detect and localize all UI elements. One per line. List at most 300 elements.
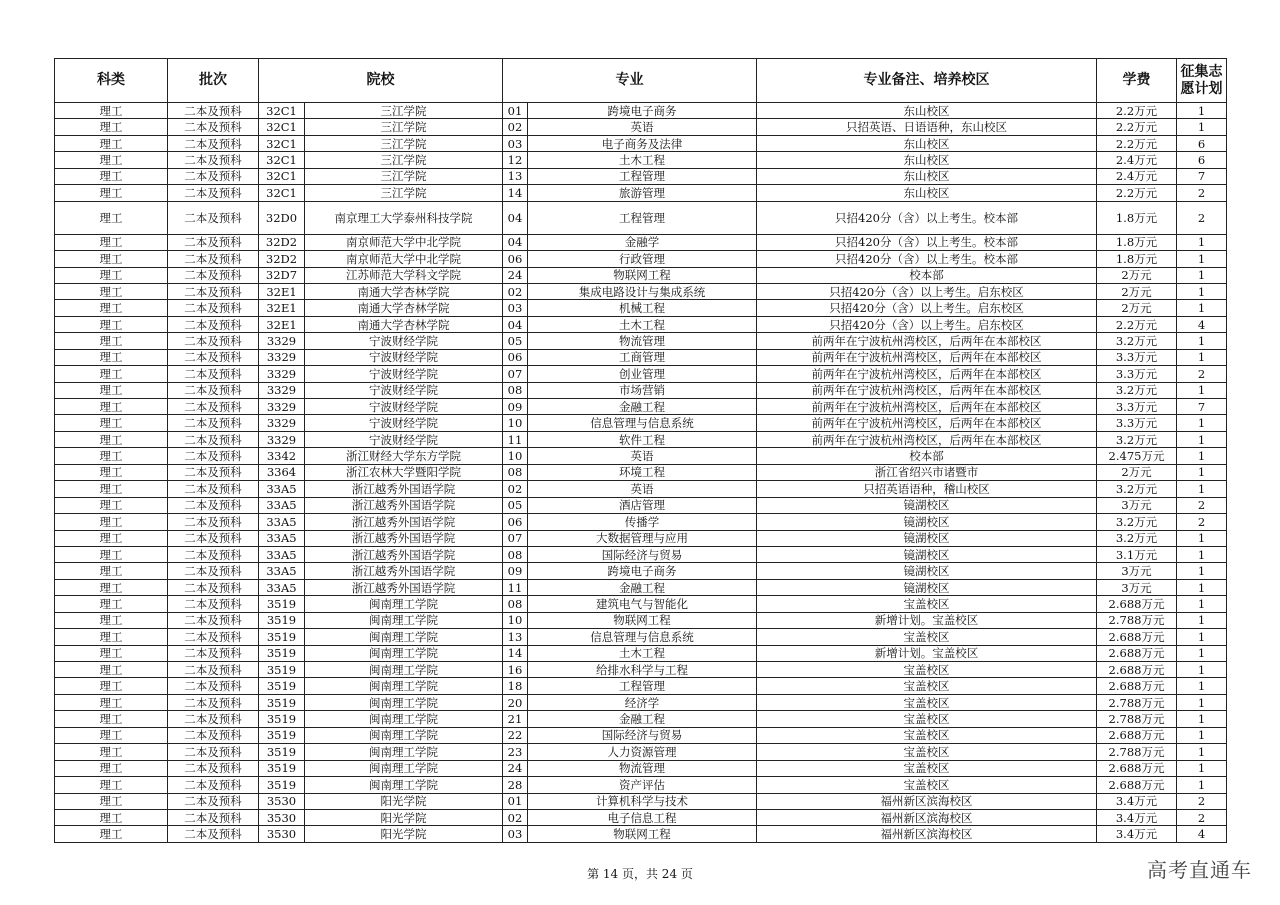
cell-plan: 1 (1177, 530, 1227, 546)
cell-plan: 7 (1177, 399, 1227, 415)
table-row (55, 546, 1227, 562)
cell-major-code: 07 (503, 366, 528, 382)
cell-fee: 2.2万元 (1097, 103, 1177, 119)
cell-note: 镜湖校区 (757, 497, 1097, 513)
cell-batch: 二本及预科 (168, 662, 259, 678)
cell-school-code: 3329 (259, 349, 305, 365)
cell-school-code: 33A5 (259, 530, 305, 546)
cell-plan: 4 (1177, 316, 1227, 332)
cell-major-code: 11 (503, 579, 528, 595)
cell-plan: 1 (1177, 349, 1227, 365)
cell-batch: 二本及预科 (168, 760, 259, 776)
cell-school-code: 33A5 (259, 563, 305, 579)
cell-major-name: 工程管理 (528, 201, 757, 234)
cell-school-name: 南京师范大学中北学院 (305, 251, 503, 267)
cell-major-name: 物联网工程 (528, 612, 757, 628)
table-row (55, 727, 1227, 743)
cell-major-code: 01 (503, 793, 528, 809)
table-row (55, 103, 1227, 119)
cell-major-code: 14 (503, 645, 528, 661)
table-row (55, 629, 1227, 645)
cell-major-code: 13 (503, 168, 528, 184)
cell-note: 只招420分（含）以上考生。校本部 (757, 201, 1097, 234)
cell-school-code: 32D0 (259, 201, 305, 234)
cell-batch: 二本及预科 (168, 152, 259, 168)
cell-note: 福州新区滨海校区 (757, 809, 1097, 825)
cell-major-name: 英语 (528, 119, 757, 135)
cell-category: 理工 (55, 431, 168, 447)
cell-category: 理工 (55, 546, 168, 562)
cell-fee: 3.4万元 (1097, 793, 1177, 809)
table-row (55, 382, 1227, 398)
cell-category: 理工 (55, 201, 168, 234)
cell-note: 前两年在宁波杭州湾校区，后两年在本部校区 (757, 382, 1097, 398)
header-row (55, 59, 1227, 103)
table-row (55, 316, 1227, 332)
cell-fee: 2.2万元 (1097, 119, 1177, 135)
cell-major-name: 金融工程 (528, 579, 757, 595)
cell-category: 理工 (55, 826, 168, 842)
cell-fee: 2.688万元 (1097, 645, 1177, 661)
cell-school-code: 3329 (259, 431, 305, 447)
cell-school-code: 3329 (259, 415, 305, 431)
cell-category: 理工 (55, 267, 168, 283)
cell-major-name: 电子商务及法律 (528, 135, 757, 151)
cell-category: 理工 (55, 514, 168, 530)
cell-fee: 3.2万元 (1097, 481, 1177, 497)
cell-major-name: 工程管理 (528, 168, 757, 184)
cell-batch: 二本及预科 (168, 711, 259, 727)
cell-note: 东山校区 (757, 168, 1097, 184)
cell-batch: 二本及预科 (168, 300, 259, 316)
cell-school-name: 南通大学杏林学院 (305, 316, 503, 332)
cell-school-name: 南京理工大学泰州科技学院 (305, 201, 503, 234)
table-row (55, 744, 1227, 760)
cell-batch: 二本及预科 (168, 546, 259, 562)
cell-major-code: 21 (503, 711, 528, 727)
cell-batch: 二本及预科 (168, 119, 259, 135)
cell-plan: 1 (1177, 431, 1227, 447)
cell-category: 理工 (55, 448, 168, 464)
cell-major-code: 09 (503, 399, 528, 415)
table-row (55, 662, 1227, 678)
cell-note: 只招420分（含）以上考生。校本部 (757, 251, 1097, 267)
cell-school-code: 3519 (259, 645, 305, 661)
cell-school-name: 阳光学院 (305, 809, 503, 825)
cell-batch: 二本及预科 (168, 366, 259, 382)
cell-school-name: 宁波财经学院 (305, 366, 503, 382)
table-row (55, 168, 1227, 184)
cell-batch: 二本及预科 (168, 809, 259, 825)
cell-batch: 二本及预科 (168, 399, 259, 415)
cell-school-code: 32C1 (259, 103, 305, 119)
cell-school-name: 闽南理工学院 (305, 777, 503, 793)
cell-major-code: 24 (503, 760, 528, 776)
cell-note: 只招420分（含）以上考生。校本部 (757, 234, 1097, 250)
cell-plan: 1 (1177, 727, 1227, 743)
cell-major-code: 06 (503, 514, 528, 530)
cell-fee: 2.688万元 (1097, 760, 1177, 776)
cell-school-code: 32E1 (259, 283, 305, 299)
cell-major-name: 旅游管理 (528, 185, 757, 201)
table-row (55, 464, 1227, 480)
cell-category: 理工 (55, 382, 168, 398)
cell-note: 只招英语、日语语种，东山校区 (757, 119, 1097, 135)
table-row (55, 366, 1227, 382)
cell-school-code: 32C1 (259, 168, 305, 184)
header-major: 专业 (503, 59, 757, 103)
cell-school-name: 宁波财经学院 (305, 431, 503, 447)
cell-category: 理工 (55, 760, 168, 776)
cell-category: 理工 (55, 793, 168, 809)
cell-note: 镜湖校区 (757, 514, 1097, 530)
cell-fee: 1.8万元 (1097, 234, 1177, 250)
cell-plan: 1 (1177, 579, 1227, 595)
table-row (55, 251, 1227, 267)
cell-school-code: 3530 (259, 826, 305, 842)
cell-batch: 二本及预科 (168, 678, 259, 694)
cell-batch: 二本及预科 (168, 333, 259, 349)
cell-major-name: 市场营销 (528, 382, 757, 398)
cell-major-name: 国际经济与贸易 (528, 727, 757, 743)
cell-major-code: 08 (503, 464, 528, 480)
cell-note: 前两年在宁波杭州湾校区，后两年在本部校区 (757, 333, 1097, 349)
table-row (55, 267, 1227, 283)
cell-note: 只招420分（含）以上考生。启东校区 (757, 300, 1097, 316)
cell-plan: 1 (1177, 283, 1227, 299)
cell-category: 理工 (55, 809, 168, 825)
cell-batch: 二本及预科 (168, 464, 259, 480)
cell-category: 理工 (55, 530, 168, 546)
cell-category: 理工 (55, 103, 168, 119)
cell-school-name: 闽南理工学院 (305, 596, 503, 612)
cell-major-name: 资产评估 (528, 777, 757, 793)
cell-batch: 二本及预科 (168, 234, 259, 250)
cell-school-name: 浙江越秀外国语学院 (305, 514, 503, 530)
cell-batch: 二本及预科 (168, 744, 259, 760)
cell-fee: 2万元 (1097, 300, 1177, 316)
cell-school-code: 3519 (259, 612, 305, 628)
cell-batch: 二本及预科 (168, 579, 259, 595)
cell-school-name: 宁波财经学院 (305, 333, 503, 349)
table-row (55, 283, 1227, 299)
cell-category: 理工 (55, 366, 168, 382)
cell-school-name: 浙江越秀外国语学院 (305, 579, 503, 595)
cell-major-name: 物联网工程 (528, 267, 757, 283)
cell-major-name: 土木工程 (528, 316, 757, 332)
cell-plan: 6 (1177, 152, 1227, 168)
table-row (55, 333, 1227, 349)
cell-major-code: 02 (503, 809, 528, 825)
cell-school-code: 3519 (259, 711, 305, 727)
cell-major-code: 16 (503, 662, 528, 678)
table-row (55, 694, 1227, 710)
cell-plan: 4 (1177, 826, 1227, 842)
cell-school-code: 33A5 (259, 514, 305, 530)
cell-major-name: 人力资源管理 (528, 744, 757, 760)
cell-category: 理工 (55, 694, 168, 710)
cell-school-name: 浙江越秀外国语学院 (305, 497, 503, 513)
cell-major-code: 22 (503, 727, 528, 743)
cell-major-name: 行政管理 (528, 251, 757, 267)
cell-fee: 2.688万元 (1097, 777, 1177, 793)
cell-batch: 二本及预科 (168, 431, 259, 447)
table-row (55, 645, 1227, 661)
cell-plan: 1 (1177, 612, 1227, 628)
table-body (55, 103, 1227, 843)
cell-major-code: 01 (503, 103, 528, 119)
cell-major-code: 02 (503, 481, 528, 497)
header-note: 专业备注、培养校区 (757, 59, 1097, 103)
cell-fee: 2万元 (1097, 464, 1177, 480)
cell-school-code: 33A5 (259, 546, 305, 562)
cell-note: 镜湖校区 (757, 579, 1097, 595)
cell-school-code: 3519 (259, 744, 305, 760)
cell-major-code: 03 (503, 135, 528, 151)
cell-school-name: 浙江农林大学暨阳学院 (305, 464, 503, 480)
cell-fee: 2.2万元 (1097, 135, 1177, 151)
cell-fee: 2.788万元 (1097, 711, 1177, 727)
cell-category: 理工 (55, 135, 168, 151)
cell-plan: 1 (1177, 448, 1227, 464)
cell-major-name: 跨境电子商务 (528, 103, 757, 119)
cell-category: 理工 (55, 481, 168, 497)
cell-fee: 2.475万元 (1097, 448, 1177, 464)
cell-school-code: 3519 (259, 727, 305, 743)
cell-batch: 二本及预科 (168, 612, 259, 628)
cell-note: 校本部 (757, 448, 1097, 464)
cell-note: 新增计划。宝盖校区 (757, 612, 1097, 628)
cell-batch: 二本及预科 (168, 382, 259, 398)
cell-school-name: 浙江越秀外国语学院 (305, 546, 503, 562)
cell-major-code: 10 (503, 448, 528, 464)
cell-fee: 2.688万元 (1097, 678, 1177, 694)
cell-school-code: 3519 (259, 596, 305, 612)
cell-category: 理工 (55, 234, 168, 250)
cell-school-code: 3530 (259, 809, 305, 825)
cell-plan: 1 (1177, 267, 1227, 283)
cell-category: 理工 (55, 727, 168, 743)
cell-fee: 3.4万元 (1097, 826, 1177, 842)
cell-category: 理工 (55, 777, 168, 793)
cell-category: 理工 (55, 119, 168, 135)
cell-plan: 1 (1177, 694, 1227, 710)
cell-school-code: 32C1 (259, 152, 305, 168)
cell-major-name: 土木工程 (528, 152, 757, 168)
cell-plan: 1 (1177, 678, 1227, 694)
cell-fee: 2.688万元 (1097, 596, 1177, 612)
cell-school-code: 3364 (259, 464, 305, 480)
enrollment-plan-table (54, 58, 1227, 843)
cell-batch: 二本及预科 (168, 777, 259, 793)
cell-note: 浙江省绍兴市诸暨市 (757, 464, 1097, 480)
cell-batch: 二本及预科 (168, 267, 259, 283)
table-row (55, 530, 1227, 546)
cell-major-code: 08 (503, 382, 528, 398)
cell-category: 理工 (55, 168, 168, 184)
cell-major-code: 05 (503, 497, 528, 513)
cell-batch: 二本及预科 (168, 497, 259, 513)
cell-school-name: 宁波财经学院 (305, 399, 503, 415)
cell-major-code: 08 (503, 546, 528, 562)
cell-fee: 3.3万元 (1097, 349, 1177, 365)
cell-note: 宝盖校区 (757, 777, 1097, 793)
cell-fee: 3.1万元 (1097, 546, 1177, 562)
cell-school-code: 3519 (259, 662, 305, 678)
cell-major-code: 04 (503, 316, 528, 332)
cell-major-name: 软件工程 (528, 431, 757, 447)
cell-major-name: 信息管理与信息系统 (528, 415, 757, 431)
cell-note: 宝盖校区 (757, 629, 1097, 645)
cell-category: 理工 (55, 497, 168, 513)
cell-category: 理工 (55, 333, 168, 349)
table-row (55, 431, 1227, 447)
cell-major-code: 18 (503, 678, 528, 694)
cell-plan: 2 (1177, 497, 1227, 513)
cell-note: 镜湖校区 (757, 563, 1097, 579)
cell-school-code: 3329 (259, 399, 305, 415)
cell-major-code: 10 (503, 415, 528, 431)
cell-plan: 1 (1177, 662, 1227, 678)
cell-school-code: 3530 (259, 793, 305, 809)
cell-note: 东山校区 (757, 152, 1097, 168)
cell-major-name: 电子信息工程 (528, 809, 757, 825)
cell-major-name: 工商管理 (528, 349, 757, 365)
cell-school-code: 32C1 (259, 135, 305, 151)
cell-school-code: 3519 (259, 629, 305, 645)
cell-school-code: 32D2 (259, 251, 305, 267)
cell-major-name: 给排水科学与工程 (528, 662, 757, 678)
cell-major-name: 物流管理 (528, 333, 757, 349)
cell-school-code: 3329 (259, 333, 305, 349)
cell-batch: 二本及预科 (168, 793, 259, 809)
cell-fee: 3.2万元 (1097, 431, 1177, 447)
cell-fee: 3.3万元 (1097, 366, 1177, 382)
cell-school-name: 浙江越秀外国语学院 (305, 481, 503, 497)
cell-school-name: 三江学院 (305, 168, 503, 184)
cell-batch: 二本及预科 (168, 727, 259, 743)
cell-major-code: 03 (503, 300, 528, 316)
cell-note: 新增计划。宝盖校区 (757, 645, 1097, 661)
cell-category: 理工 (55, 629, 168, 645)
table-row (55, 234, 1227, 250)
cell-batch: 二本及预科 (168, 514, 259, 530)
cell-category: 理工 (55, 152, 168, 168)
cell-note: 镜湖校区 (757, 530, 1097, 546)
header-batch: 批次 (168, 59, 259, 103)
cell-plan: 1 (1177, 119, 1227, 135)
cell-major-code: 13 (503, 629, 528, 645)
cell-school-name: 阳光学院 (305, 793, 503, 809)
cell-fee: 2.2万元 (1097, 185, 1177, 201)
cell-major-name: 物流管理 (528, 760, 757, 776)
cell-batch: 二本及预科 (168, 629, 259, 645)
cell-plan: 6 (1177, 135, 1227, 151)
cell-note: 宝盖校区 (757, 694, 1097, 710)
cell-category: 理工 (55, 563, 168, 579)
cell-plan: 1 (1177, 382, 1227, 398)
cell-category: 理工 (55, 678, 168, 694)
cell-major-name: 建筑电气与智能化 (528, 596, 757, 612)
table-row (55, 809, 1227, 825)
cell-fee: 2.788万元 (1097, 744, 1177, 760)
cell-note: 宝盖校区 (757, 596, 1097, 612)
cell-major-code: 05 (503, 333, 528, 349)
cell-note: 只招420分（含）以上考生。启东校区 (757, 316, 1097, 332)
cell-batch: 二本及预科 (168, 826, 259, 842)
cell-plan: 1 (1177, 251, 1227, 267)
cell-note: 前两年在宁波杭州湾校区，后两年在本部校区 (757, 349, 1097, 365)
cell-major-code: 12 (503, 152, 528, 168)
table-row (55, 760, 1227, 776)
cell-fee: 3.3万元 (1097, 399, 1177, 415)
cell-major-name: 集成电路设计与集成系统 (528, 283, 757, 299)
cell-major-code: 11 (503, 431, 528, 447)
cell-school-code: 32E1 (259, 316, 305, 332)
cell-fee: 3万元 (1097, 563, 1177, 579)
cell-plan: 1 (1177, 103, 1227, 119)
cell-batch: 二本及预科 (168, 201, 259, 234)
table-row (55, 201, 1227, 234)
table-row (55, 777, 1227, 793)
cell-fee: 3.3万元 (1097, 415, 1177, 431)
cell-major-name: 信息管理与信息系统 (528, 629, 757, 645)
table-row (55, 612, 1227, 628)
cell-school-name: 闽南理工学院 (305, 744, 503, 760)
cell-major-code: 14 (503, 185, 528, 201)
cell-note: 宝盖校区 (757, 727, 1097, 743)
cell-note: 只招英语语种，稽山校区 (757, 481, 1097, 497)
cell-note: 福州新区滨海校区 (757, 793, 1097, 809)
table-row (55, 481, 1227, 497)
cell-note: 前两年在宁波杭州湾校区，后两年在本部校区 (757, 415, 1097, 431)
cell-school-name: 宁波财经学院 (305, 382, 503, 398)
cell-category: 理工 (55, 316, 168, 332)
cell-batch: 二本及预科 (168, 415, 259, 431)
cell-plan: 2 (1177, 185, 1227, 201)
cell-category: 理工 (55, 185, 168, 201)
cell-major-name: 金融工程 (528, 711, 757, 727)
cell-school-code: 33A5 (259, 579, 305, 595)
cell-major-code: 23 (503, 744, 528, 760)
cell-school-code: 33A5 (259, 481, 305, 497)
cell-major-name: 计算机科学与技术 (528, 793, 757, 809)
cell-school-name: 三江学院 (305, 135, 503, 151)
cell-fee: 1.8万元 (1097, 251, 1177, 267)
cell-category: 理工 (55, 464, 168, 480)
header-school: 院校 (259, 59, 503, 103)
cell-batch: 二本及预科 (168, 448, 259, 464)
cell-note: 宝盖校区 (757, 662, 1097, 678)
cell-batch: 二本及预科 (168, 349, 259, 365)
cell-note: 宝盖校区 (757, 744, 1097, 760)
cell-major-code: 09 (503, 563, 528, 579)
cell-school-code: 32E1 (259, 300, 305, 316)
cell-school-code: 33A5 (259, 497, 305, 513)
cell-fee: 2.788万元 (1097, 694, 1177, 710)
cell-fee: 2万元 (1097, 283, 1177, 299)
cell-fee: 2.2万元 (1097, 316, 1177, 332)
cell-plan: 1 (1177, 546, 1227, 562)
cell-category: 理工 (55, 415, 168, 431)
table-row (55, 711, 1227, 727)
cell-plan: 1 (1177, 760, 1227, 776)
cell-school-name: 三江学院 (305, 152, 503, 168)
cell-school-code: 3519 (259, 760, 305, 776)
cell-school-name: 阳光学院 (305, 826, 503, 842)
cell-major-name: 跨境电子商务 (528, 563, 757, 579)
cell-note: 前两年在宁波杭州湾校区，后两年在本部校区 (757, 399, 1097, 415)
